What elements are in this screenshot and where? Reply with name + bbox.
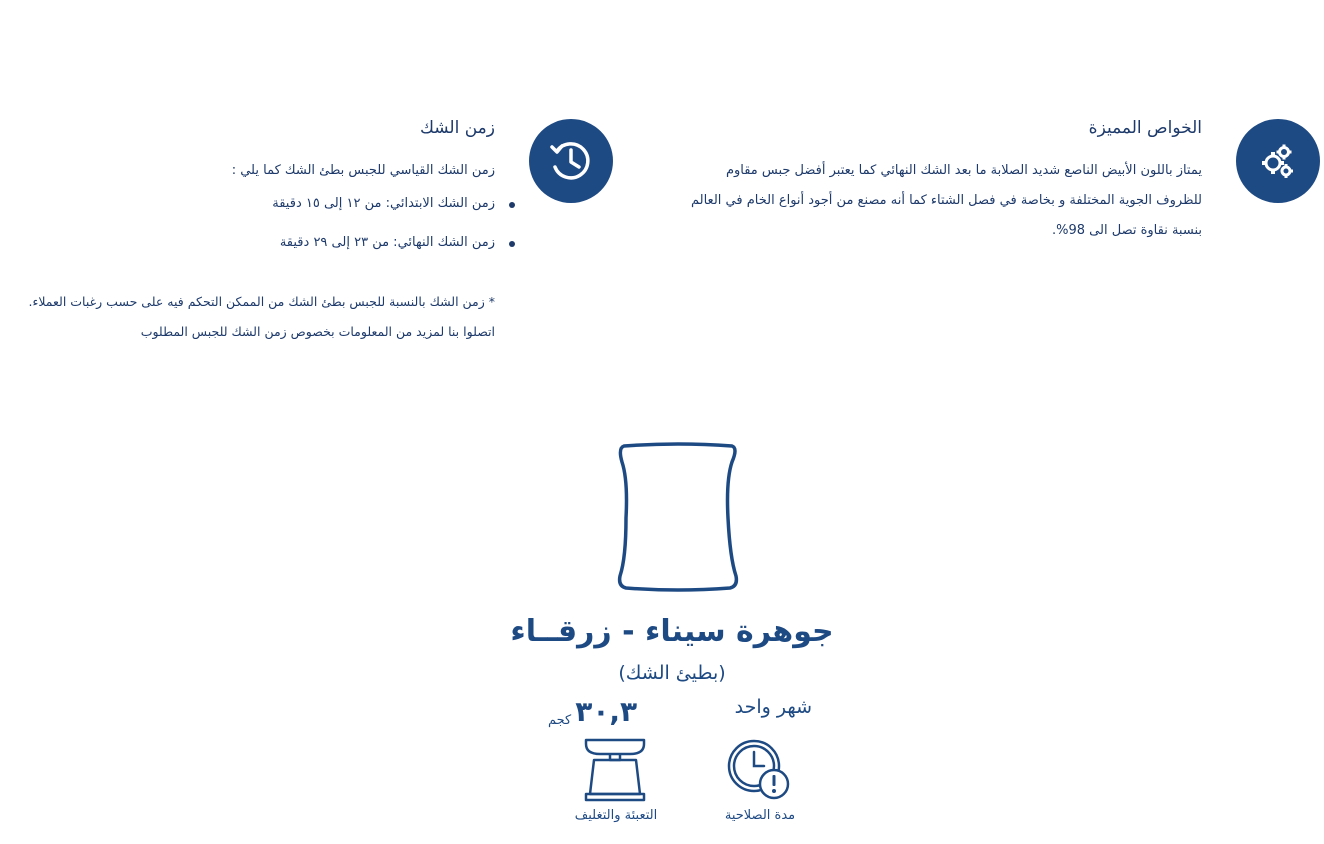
setting-time-intro: زمن الشك القياسي للجبس بطئ الشك كما يلي : [231, 163, 495, 178]
scale-icon [580, 738, 650, 808]
clock-arrow-icon [529, 119, 613, 203]
product-name: جوهرة سيناء - زرقــاء [510, 614, 834, 649]
shelf-life-label: مدة الصلاحية [724, 808, 796, 823]
setting-time-bullet-initial: زمن الشك الابتدائي: من ١٢ إلى ١٥ دقيقة [95, 196, 495, 211]
setting-time-note [0, 287, 495, 347]
setting-time-bullet-final: زمن الشك النهائي: من ٢٣ إلى ٢٩ دقيقة [95, 235, 495, 250]
features-line: يمتاز باللون الأبيض الناصع شديد الصلابة ما بعد الشك النهائي كما يعتبر أفضل جبس مقاوم [725, 163, 1202, 178]
features-description [642, 156, 1202, 246]
gears-icon [1236, 119, 1320, 203]
packaging-label: التعبئة والتغليف [574, 808, 658, 823]
note-line: اتصلوا بنا لمزيد من المعلومات بخصوص زمن الشك للجبس المطلوب [140, 324, 495, 339]
note-line: * زمن الشك بالنسبة للجبس بطئ الشك من الممكن التحكم فيه على حسب رغبات العملاء. [28, 294, 495, 309]
clock-alert-icon [726, 738, 792, 806]
weight-value: ٣٠,٣ [575, 695, 638, 728]
weight-unit: كجم [548, 713, 572, 728]
setting-time-title: زمن الشك [419, 118, 495, 138]
features-line: بنسبة نقاوة تصل الى 98%. [1052, 223, 1202, 238]
packaging-weight [548, 694, 658, 728]
shelf-life-value: شهر واحد [734, 696, 812, 718]
features-line: للظروف الجوية المختلفة و بخاصة في فصل الشتاء كما أنه مصنع من أجود أنواع الخام في العالم [690, 193, 1202, 208]
product-type: (بطيئ الشك) [618, 662, 726, 684]
features-title: الخواص المميزة [1088, 118, 1202, 138]
bag-icon [614, 440, 742, 598]
